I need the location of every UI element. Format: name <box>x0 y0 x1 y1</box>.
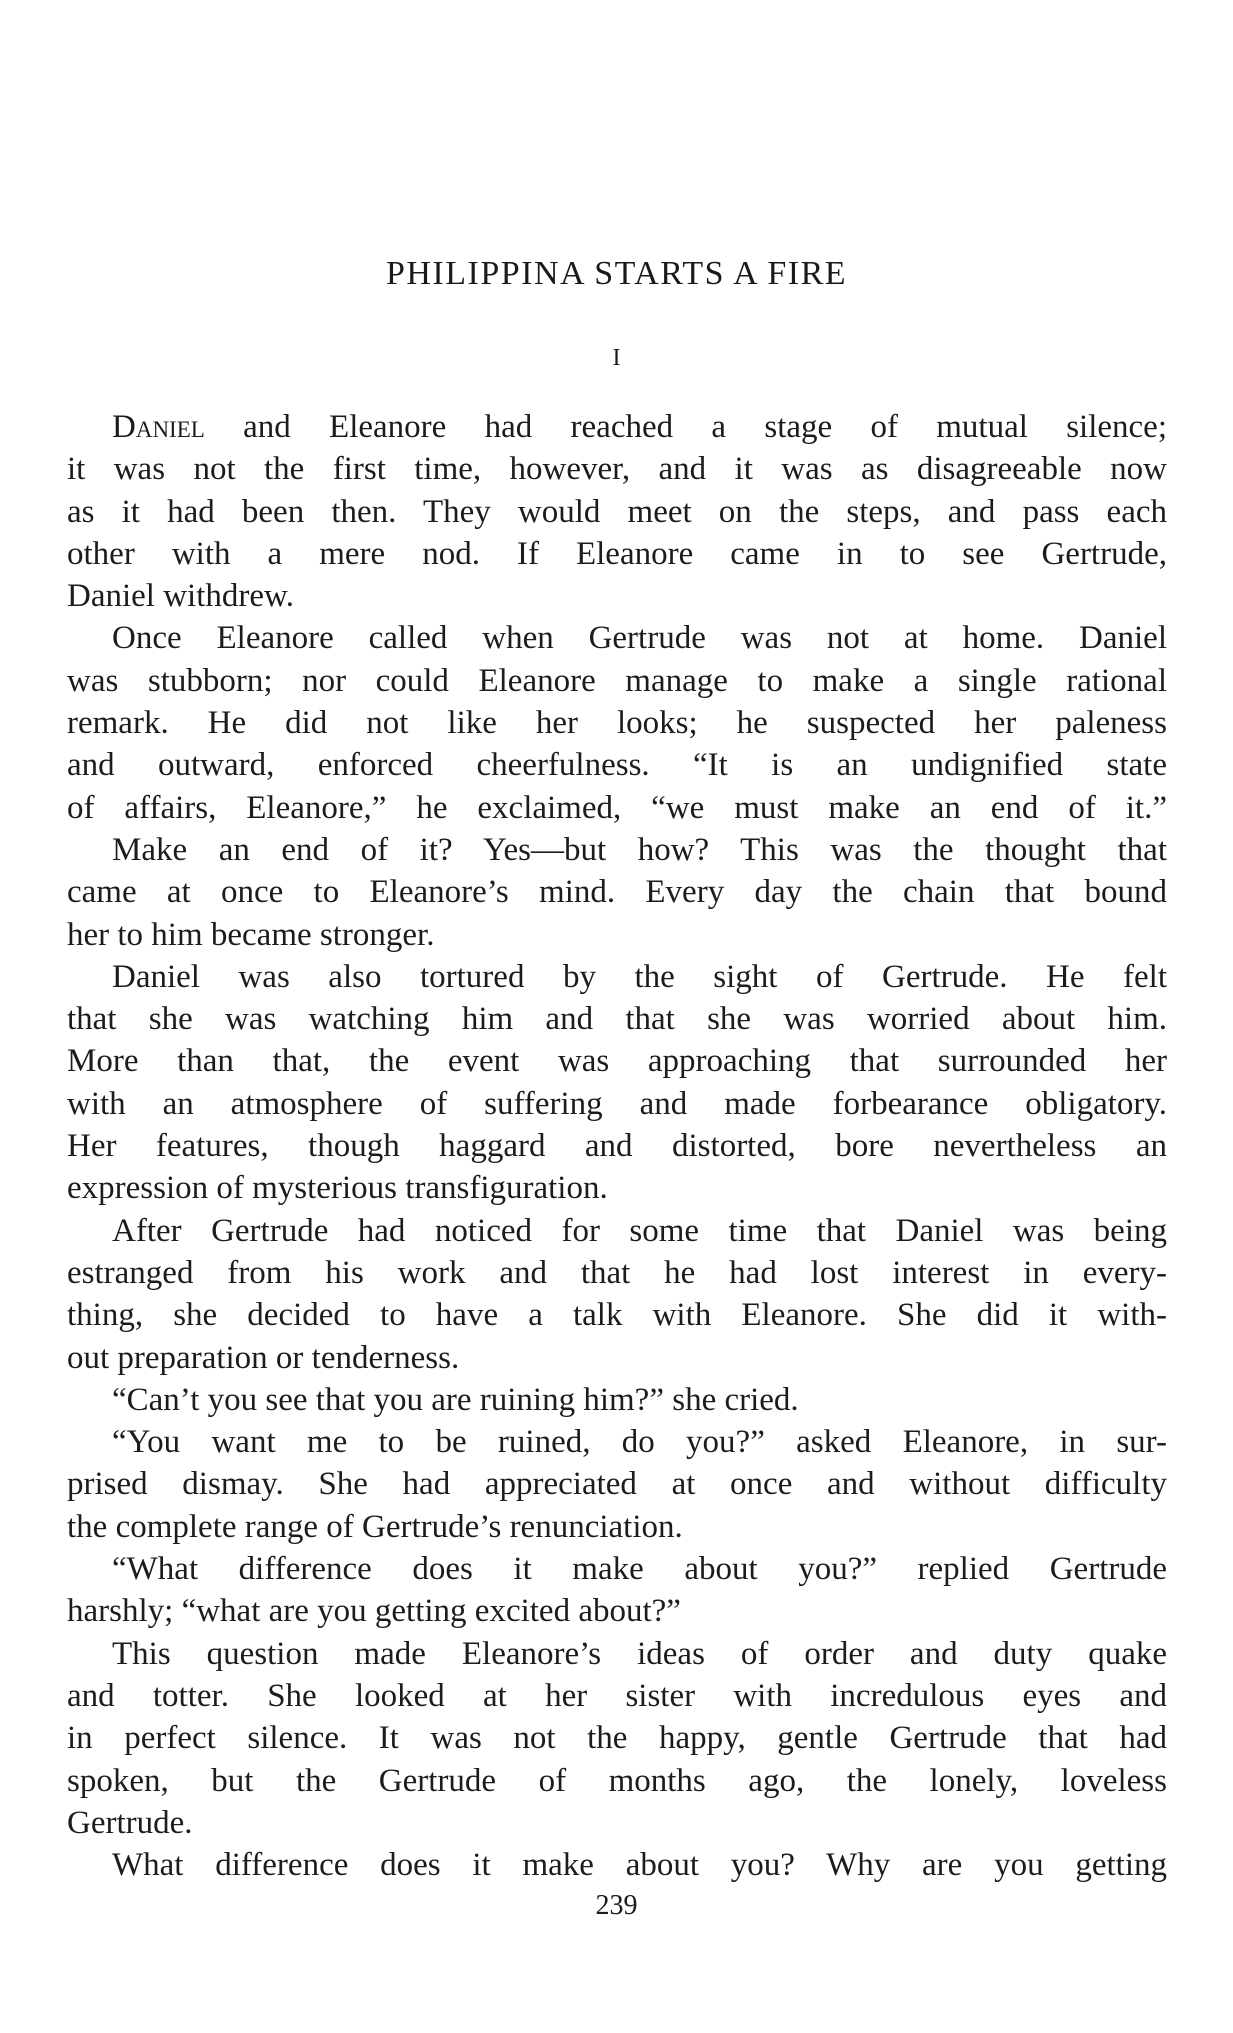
text-line: it was not the first time, however, and it was as disagreeable now <box>67 451 1167 488</box>
text-line: expression of mysterious transfiguration. <box>67 1170 608 1207</box>
text-line: Once Eleanore called when Gertrude was not at home. Daniel <box>112 620 1167 657</box>
text-line: remark. He did not like her looks; he suspected her paleness <box>67 705 1167 742</box>
text-line: spoken, but the Gertrude of months ago, the lonely, loveless <box>67 1762 1167 1799</box>
opening-word: Daniel <box>112 409 205 445</box>
text-line: Her features, though haggard and distorted, bore nevertheless an <box>67 1128 1167 1165</box>
text-line: thing, she decided to have a talk with Eleanore. She did it with- <box>67 1297 1167 1334</box>
chapter-title: PHILIPPINA STARTS A FIRE <box>385 255 848 292</box>
text-line: other with a mere nod. If Eleanore came in to see Gertrude, <box>67 535 1167 572</box>
text-line: as it had been then. They would meet on the steps, and pass each <box>67 493 1167 530</box>
text-line: After Gertrude had noticed for some time that Daniel was being <box>112 1212 1167 1249</box>
page-number: 239 <box>595 1890 638 1921</box>
text-line <box>67 406 1167 448</box>
text-line: Daniel withdrew. <box>67 578 294 615</box>
text-line: of affairs, Eleanore,” he exclaimed, “we must make an end of it.” <box>67 789 1167 826</box>
text-line: Make an end of it? Yes—but how? This was the thought that <box>112 831 1167 868</box>
text-line: This question made Eleanore’s ideas of order and duty quake <box>112 1635 1167 1672</box>
text-line: Daniel was also tortured by the sight of Gertrude. He felt <box>112 958 1167 995</box>
text-line: “Can’t you see that you are ruining him?” she cried. <box>112 1381 799 1418</box>
text-line: was stubborn; nor could Eleanore manage to make a single rational <box>67 662 1167 699</box>
text-line: in perfect silence. It was not the happy, gentle Gertrude that had <box>67 1720 1167 1757</box>
text-line: the complete range of Gertrude’s renunciation. <box>67 1508 683 1545</box>
text-line: prised dismay. She had appreciated at once and without difficulty <box>67 1466 1167 1503</box>
text-line: and outward, enforced cheerfulness. “It is an undignified state <box>67 747 1167 784</box>
text-line: What difference does it make about you? Why are you getting <box>112 1847 1167 1884</box>
text-line: and totter. She looked at her sister with incredulous eyes and <box>67 1677 1167 1714</box>
text-line: Gertrude. <box>67 1804 193 1841</box>
text-line: “What difference does it make about you?” replied Gertrude <box>112 1551 1167 1588</box>
text-line: harshly; “what are you getting excited about?” <box>67 1593 681 1630</box>
section-number: I <box>612 345 621 371</box>
opening-line-rest: and Eleanore had reached a stage of mutual silence; <box>204 409 1167 445</box>
text-line: “You want me to be ruined, do you?” asked Eleanore, in sur- <box>112 1424 1167 1461</box>
text-line: her to him became stronger. <box>67 916 435 953</box>
text-line: More than that, the event was approaching that surrounded her <box>67 1043 1167 1080</box>
text-line: came at once to Eleanore’s mind. Every day the chain that bound <box>67 874 1167 911</box>
text-line: with an atmosphere of suffering and made forbearance obligatory. <box>67 1085 1167 1122</box>
text-line: that she was watching him and that she was worried about him. <box>67 1001 1167 1038</box>
text-line: estranged from his work and that he had lost interest in every- <box>67 1254 1167 1291</box>
body-text <box>67 406 1167 1886</box>
text-line: out preparation or tenderness. <box>67 1339 460 1376</box>
